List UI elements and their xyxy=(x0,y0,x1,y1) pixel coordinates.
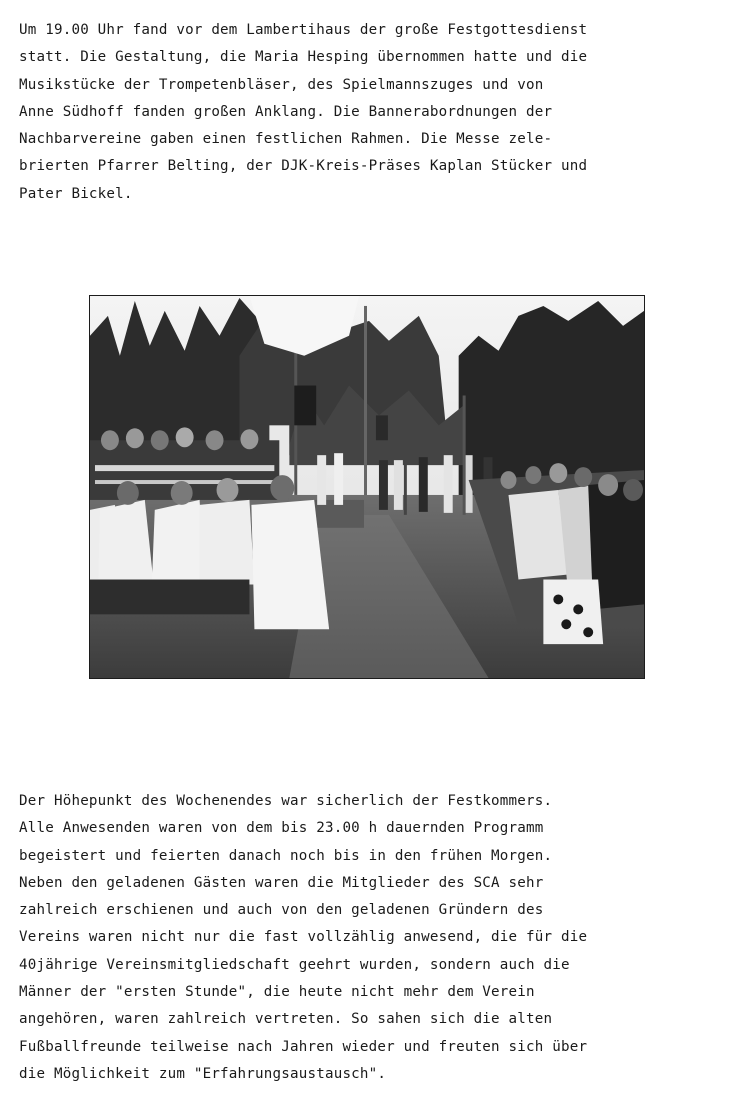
text-line: Nachbarvereine gaben einen festlichen Rahmen. Die Messe zele- xyxy=(19,131,553,148)
text-line: Der Höhepunkt des Wochenendes war sicherlich der Festkommers. xyxy=(19,793,553,809)
text-line: Alle Anwesenden waren von dem bis 23.00 h dauernden Programm xyxy=(19,820,544,837)
text-line: Pater Bickel. xyxy=(19,185,133,202)
paragraph-festkommers xyxy=(19,788,739,1088)
text-line: angehören, waren zahlreich vertreten. So sahen sich die alten xyxy=(19,1011,553,1028)
text-line: Männer der "ersten Stunde", die heute nicht mehr dem Verein xyxy=(19,984,535,1001)
text-line: begeistert und feierten danach noch bis in den frühen Morgen. xyxy=(19,847,553,864)
text-line: die Möglichkeit zum "Erfahrungsaustausch". xyxy=(19,1065,387,1082)
text-line: Neben den geladenen Gästen waren die Mitglieder des SCA sehr xyxy=(19,874,544,891)
paragraph-festgottesdienst xyxy=(19,17,739,208)
text-line: statt. Die Gestaltung, die Maria Hesping übernommen hatte und die xyxy=(19,49,588,66)
text-line: 40jährige Vereinsmitgliedschaft geehrt wurden, sondern auch die xyxy=(19,956,570,973)
text-line: Um 19.00 Uhr fand vor dem Lambertihaus der große Festgottesdienst xyxy=(19,22,588,38)
text-line: zahlreich erschienen und auch von den geladenen Gründern des xyxy=(19,902,544,919)
text-line: Vereins waren nicht nur die fast vollzählig anwesend, die für die xyxy=(19,929,588,946)
text-line: Anne Südhoff fanden großen Anklang. Die Bannerabordnungen der xyxy=(19,103,553,120)
photo-illustration xyxy=(90,296,644,678)
photo-outdoor-mass xyxy=(89,295,645,679)
text-line: Musikstücke der Trompetenbläser, des Spielmannszuges und von xyxy=(19,76,544,93)
text-line: Fußballfreunde teilweise nach Jahren wieder und freuten sich über xyxy=(19,1038,588,1055)
text-line: brierten Pfarrer Belting, der DJK-Kreis-Präses Kaplan Stücker und xyxy=(19,158,588,175)
